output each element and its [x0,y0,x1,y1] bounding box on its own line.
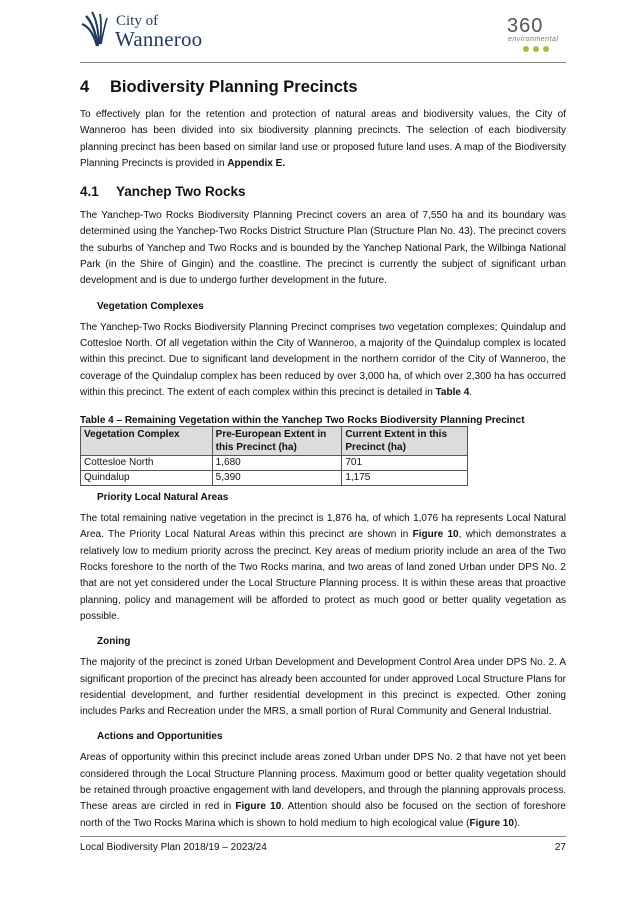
priority-paragraph [80,511,566,625]
vegetation-text-end: . [469,386,473,398]
figure-10-ref: Figure 10 [235,801,282,813]
actions-text-end: ). [513,817,521,829]
table-cell: 1,680 [212,456,342,471]
city-of-wanneroo-logo [80,10,210,52]
subsection-paragraph: The Yanchep-Two Rocks Biodiversity Planning Precinct covers an area of 7,550 ha and its boundary was determined using the Yanchep-Two Rocks District Structure Plan (Structure Plan No. 43). The precinct covers the suburbs of Yanchep and Two Rocks and is bounded by the Yanchep National Park, the Wilbinga National Park (in the Shire of Gingin) and the coastline. The precinct is currently the subject of significant urban development and is due to undergo further development in the future. [80,210,566,287]
intro-text: To effectively plan for the retention and protection of natural areas and biodiversity values, the City of Wanneroo has been divided into six biodiversity planning precincts. The selection of each biodiversity planning precinct has been based on similar land use or proposed future land uses. A map of the Biodiversity Planning Precincts is provided in [80,109,566,169]
subsection-title: Yanchep Two Rocks [116,184,246,200]
table-row [81,456,468,471]
table-header-cell: Current Extent in this Precinct (ha) [342,427,468,456]
table-row [81,471,468,486]
zoning-paragraph: The majority of the precinct is zoned Urban Development and Development Control Area under DPS No. 2. A significant proportion of the precinct has already been accounted for under approved Local Structure Plans for residential development, and further residential development in this precinct is expected. Other zoning includes Parks and Recreation under the MRS, a small portion of Rural Community and General Industrial. [80,657,566,718]
table-4-ref: Table 4 [435,386,470,398]
logo-dot-icon [533,46,539,52]
subsection-heading [80,184,566,199]
table-cell: Cottesloe North [81,456,213,471]
page-number: 27 [554,842,566,853]
logo-city-text: City of [116,13,159,29]
footer-title: Local Biodiversity Plan 2018/19 – 2023/24 [80,842,267,853]
vegetation-paragraph [80,320,566,401]
360-environmental-logo [505,15,565,53]
wanneroo-emblem-icon [80,10,114,50]
page-header [0,0,637,62]
actions-paragraph [80,750,566,831]
actions-heading: Actions and Opportunities [97,731,223,743]
section-title: Biodiversity Planning Precincts [110,78,358,96]
logo-wanneroo-text: Wanneroo [115,27,203,51]
figure-10-ref: Figure 10 [412,529,459,541]
page-footer [80,842,566,853]
actions-text: Areas of opportunity within this precinct include areas zoned Urban under DPS No. 2 that have not yet been considered through the Local Structure Planning process. Maximum good or better quality vegetation should be retained through proactive engagement with land developers, and through the planning approvals process. These areas are circled in red in [80,752,566,813]
table-cell: Quindalup [81,471,213,486]
table-cell: 701 [342,456,468,471]
table-cell: 5,390 [212,471,342,486]
zoning-heading: Zoning [97,636,131,648]
table-header-cell: Vegetation Complex [81,427,213,456]
table-header-cell: Pre-European Extent in this Precinct (ha) [212,427,342,456]
footer-divider [80,836,566,837]
actions-text-cont: . Attention should also be focused on the section of foreshore north of the Two Rocks Marina which is shown to hold medium to high ecological value ( [80,801,566,829]
header-divider [80,62,566,63]
table-header-row [81,427,468,456]
table-cell: 1,175 [342,471,468,486]
priority-text: The total remaining native vegetation in the precinct is 1,876 ha, of which 1,076 ha represents Local Natural Area. The Priority Local Natural Areas within this precinct are shown in [80,513,566,541]
appendix-e-ref: Appendix E. [227,157,286,169]
logo-dot-icon [523,46,529,52]
vegetation-heading: Vegetation Complexes [97,300,204,312]
priority-text-cont: , which demonstrates a relatively low to medium priority across the precinct. Key areas of medium priority include an area of the Two Rocks foreshore to the north of the Two Rocks marina, and two areas of land zoned Urban under DPS No. 2 that are not yet considered under the Local Structure Planning process. It is within these areas that proactive planning, policy and management will be afforded to protect as much good or better quality vegetation as possible. [80,529,567,622]
vegetation-table [80,426,468,486]
page-content [80,70,566,840]
table-caption: Table 4 – Remaining Vegetation within the Yanchep Two Rocks Biodiversity Planning Precinct [80,415,525,427]
priority-heading: Priority Local Natural Areas [97,492,229,504]
section-number: 4 [80,78,90,96]
logo-dot-icon [543,46,549,52]
section-heading [80,78,566,97]
subsection-number: 4.1 [80,184,99,200]
section-intro [80,107,566,172]
vegetation-text: The Yanchep-Two Rocks Biodiversity Planning Precinct comprises two vegetation complexes; Quindalup and Cottesloe North. Of all vegetation within the City of Wanneroo, a majority of the Quindalup complex is located within this precinct. Due to significant land development in the northern corridor of the City of Wanneroo, the coverage of the Quindalup complex has been reduced by over 3,000 ha, of which over 2,300 ha has occurred within this precinct. The extent of each complex within this precinct is detailed in [80,321,566,398]
logo-360-text: 360 [507,15,544,37]
figure-10-ref: Figure 10 [469,817,514,829]
logo-environmental-text: environmental [508,36,559,43]
